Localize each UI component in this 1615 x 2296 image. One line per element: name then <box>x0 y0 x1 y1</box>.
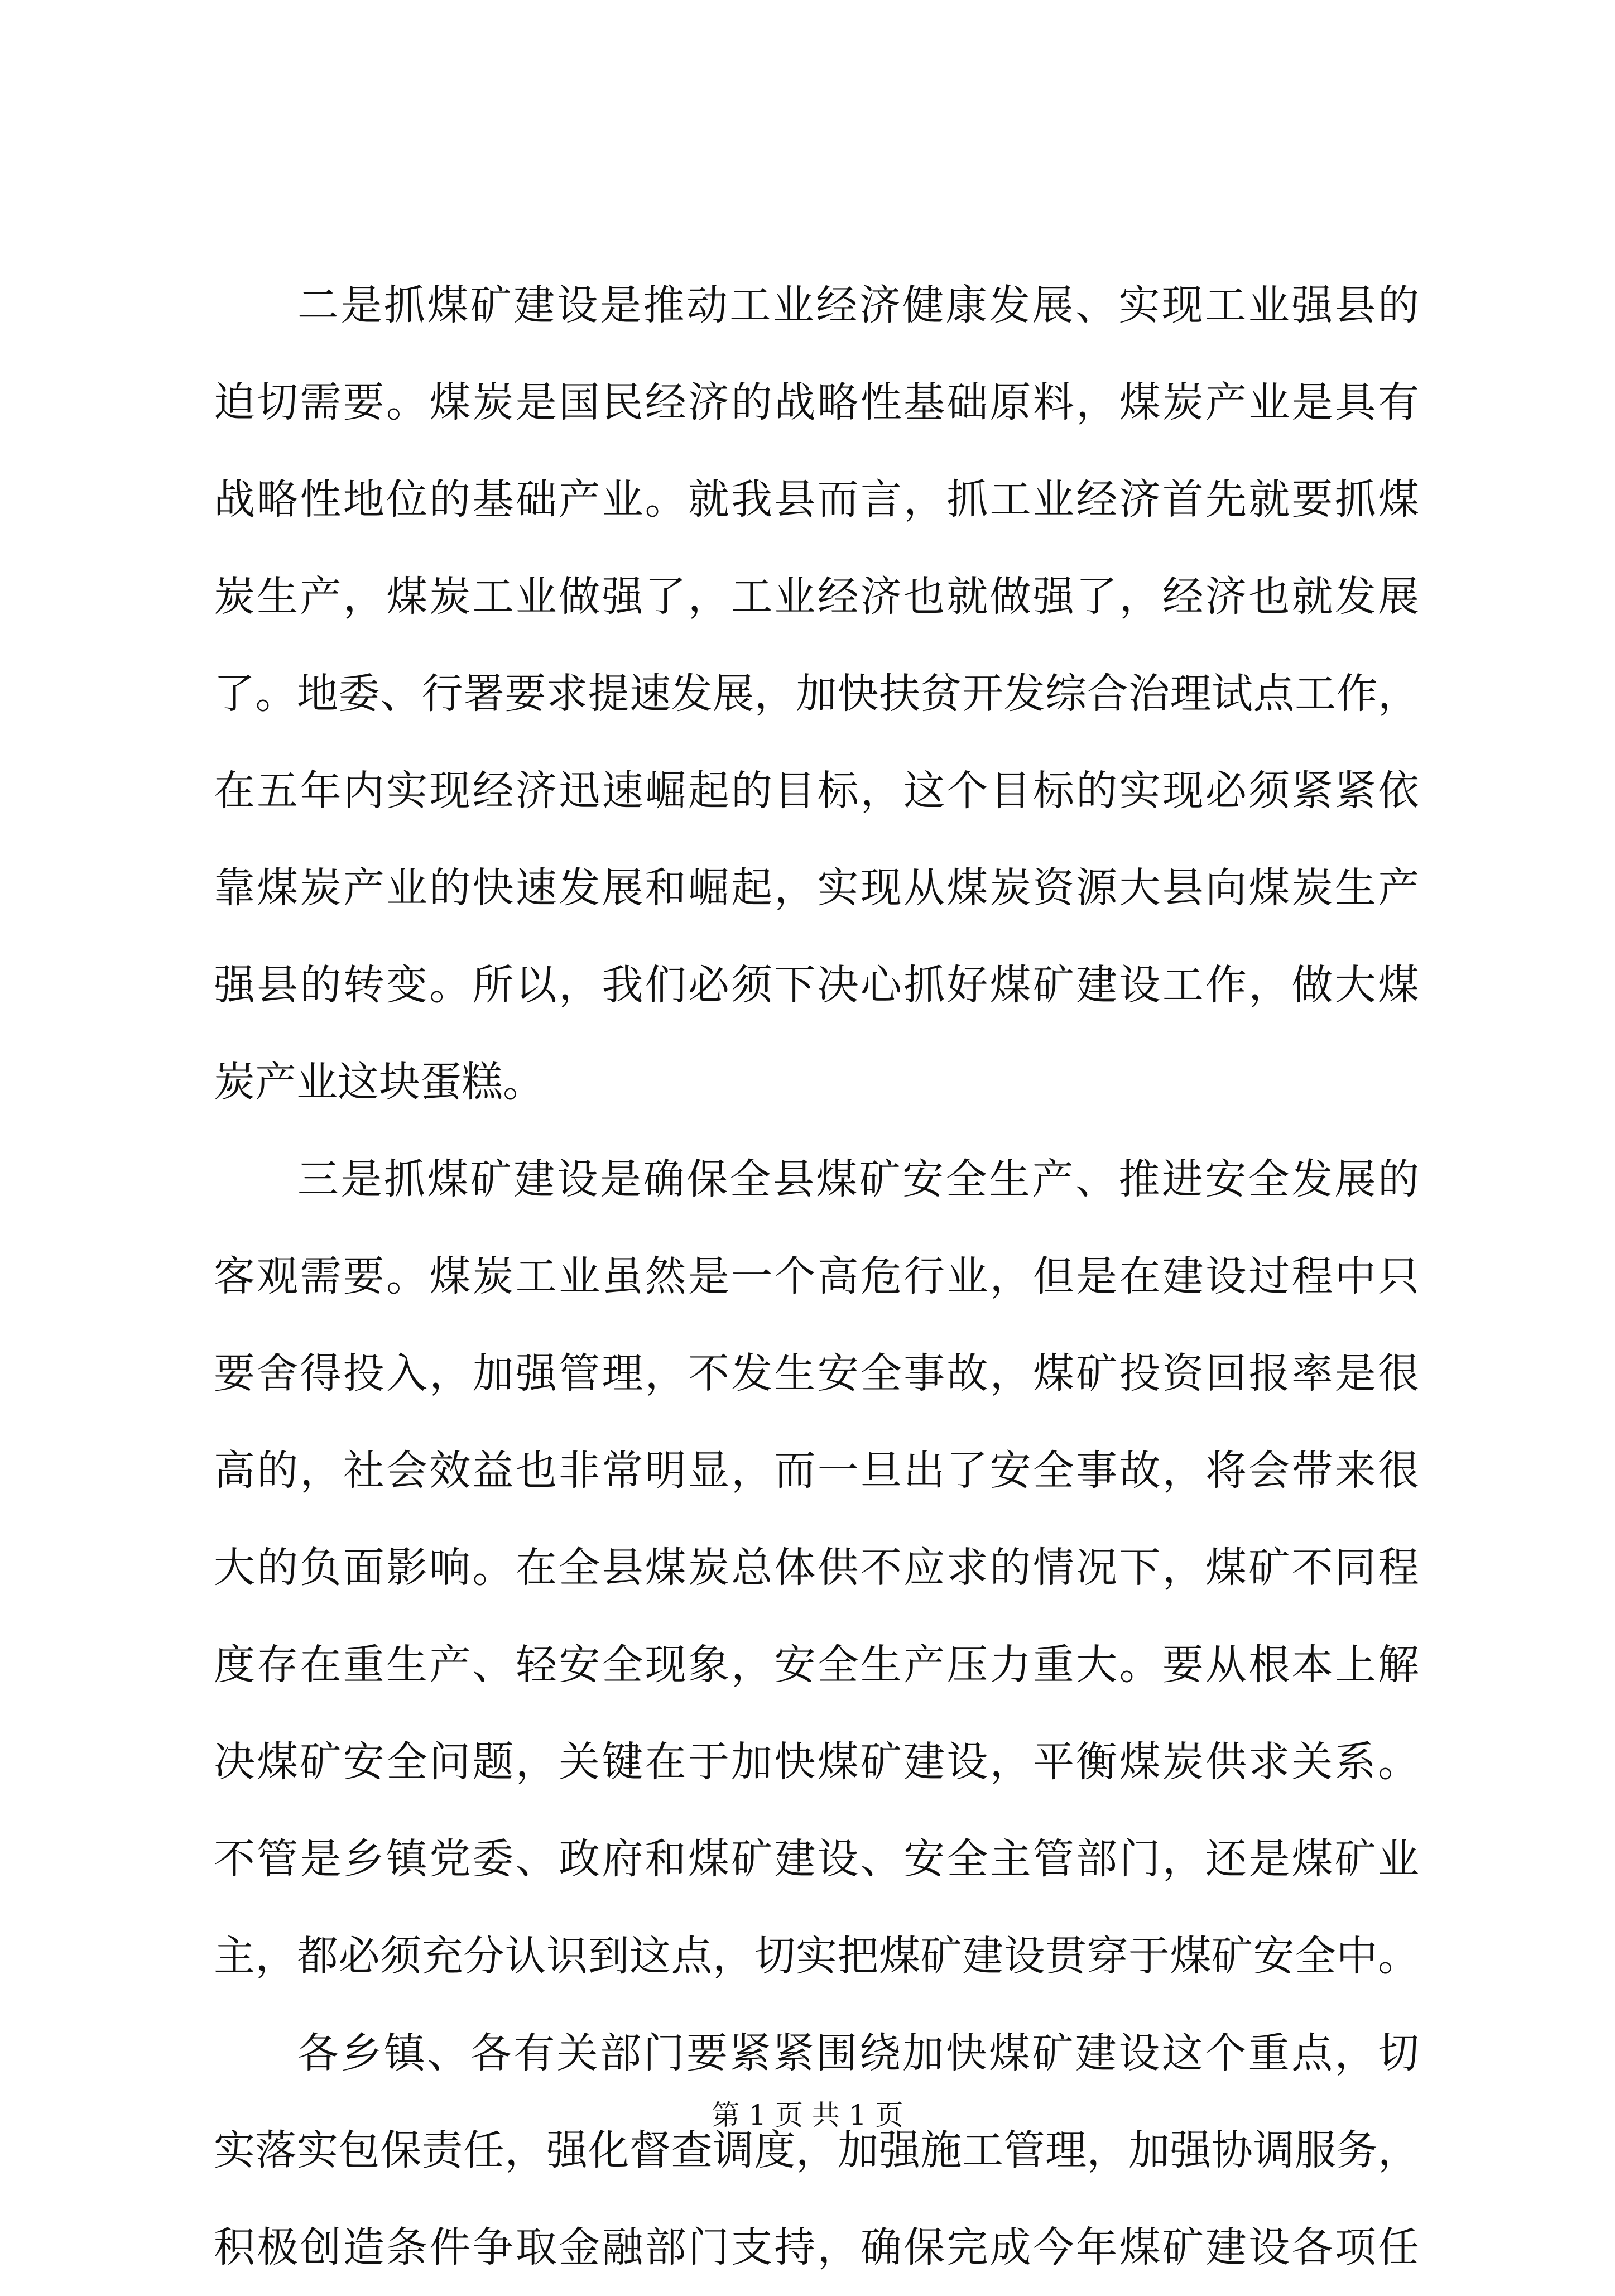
paragraph-3-line-9: 主，都必须充分认识到这点，切实把煤矿建设贯穿于煤矿安全中。 <box>214 1932 1419 1980</box>
paragraph-2-line-1: 二是抓煤矿建设是推动工业经济健康发展、实现工业强县的 <box>297 281 1419 329</box>
paragraph-2-line-9: 炭产业这块蛋糕。 <box>214 1058 544 1106</box>
paragraph-3-line-8: 不管是乡镇党委、政府和煤矿建设、安全主管部门，还是煤矿业 <box>214 1835 1419 1883</box>
paragraph-2-line-6: 在五年内实现经济迅速崛起的目标，这个目标的实现必须紧紧依 <box>214 767 1419 815</box>
paragraph-4-line-1: 各乡镇、各有关部门要紧紧围绕加快煤矿建设这个重点，切 <box>297 2029 1419 2077</box>
paragraph-2-line-2: 迫切需要。煤炭是国民经济的战略性基础原料，煤炭产业是具有 <box>214 378 1419 426</box>
paragraph-4-line-3: 积极创造条件争取金融部门支持，确保完成今年煤矿建设各项任 <box>214 2223 1419 2271</box>
paragraph-3-line-3: 要舍得投入，加强管理，不发生安全事故，煤矿投资回报率是很 <box>214 1349 1419 1397</box>
paragraph-2-line-8: 强县的转变。所以，我们必须下决心抓好煤矿建设工作，做大煤 <box>214 961 1419 1009</box>
page-number-footer: 第 1 页 共 1 页 <box>712 2099 903 2131</box>
paragraph-2-line-7: 靠煤炭产业的快速发展和崛起，实现从煤炭资源大县向煤炭生产 <box>214 864 1419 912</box>
paragraph-2-line-5: 了。地委、行署要求提速发展，加快扶贫开发综合治理试点工作， <box>214 670 1419 718</box>
paragraph-3-line-2: 客观需要。煤炭工业虽然是一个高危行业，但是在建设过程中只 <box>214 1252 1419 1300</box>
paragraph-2-line-4: 炭生产，煤炭工业做强了，工业经济也就做强了，经济也就发展 <box>214 573 1419 621</box>
paragraph-2-line-3: 战略性地位的基础产业。就我县而言，抓工业经济首先就要抓煤 <box>214 475 1419 523</box>
paragraph-3-line-1: 三是抓煤矿建设是确保全县煤矿安全生产、推进安全发展的 <box>297 1155 1419 1203</box>
paragraph-4-line-2: 实落实包保责任，强化督查调度，加强施工管理，加强协调服务， <box>214 2126 1419 2174</box>
paragraph-3-line-6: 度存在重生产、轻安全现象，安全生产压力重大。要从根本上解 <box>214 1641 1419 1689</box>
paragraph-3-line-7: 决煤矿安全问题，关键在于加快煤矿建设，平衡煤炭供求关系。 <box>214 1738 1419 1786</box>
paragraph-3-line-4: 高的，社会效益也非常明显，而一旦出了安全事故，将会带来很 <box>214 1447 1419 1495</box>
document-body <box>214 257 1419 2296</box>
paragraph-3-line-5: 大的负面影响。在全县煤炭总体供不应求的情况下，煤矿不同程 <box>214 1544 1419 1592</box>
